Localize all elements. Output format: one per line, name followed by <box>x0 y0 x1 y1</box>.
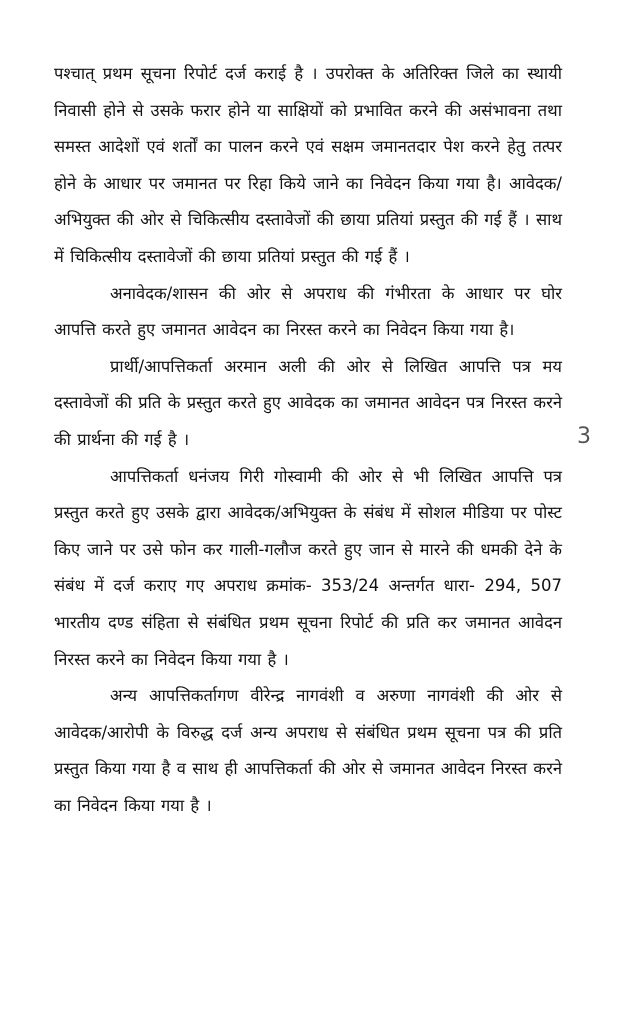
paragraph-other-objectors: अन्य आपत्तिकर्तागण वीरेन्द्र नागवंशी व अरुणा नागवंशी की ओर से आवेदक/आरोपी के विरुद्ध दर्ज अन्य अपराध से संबंधित प्रथम सूचना पत्र की प्रति प्रस्तुत किया गया है व साथ ही आपत्तिकर्ता की ओर से जमानत आवेदन निरस्त करने का निवेदन किया गया है । <box>54 686 562 815</box>
paragraph-objector-dhananjay: आपत्तिकर्ता धनंजय गिरी गोस्वामी की ओर से भी लिखित आपत्ति पत्र प्रस्तुत करते हुए उसके द्वारा आवेदक/अभियुक्त के संबंध में सोशल मीडिया पर पोस्ट किए जाने पर उसे फोन कर गाली-गलौज करते हुए जान से मारने की धमकी देने के संबंध में दर्ज कराए गए अपराध क्रमांक- 353/24 अन्तर्गत धारा- 294, 507 भारतीय दण्ड संहिता से संबंधित प्रथम सूचना रिपोर्ट की प्रति कर जमानत आवेदन निरस्त करने का निवेदन किया गया है । <box>54 466 562 669</box>
paragraph-respondent-objection: अनावेदक/शासन की ओर से अपराध की गंभीरता के आधार पर घोर आपत्ति करते हुए जमानत आवेदन का निरस्त करने का निवेदन किया गया है। <box>54 283 562 340</box>
paragraph-continuation: पश्चात् प्रथम सूचना रिपोर्ट दर्ज कराई है । उपरोक्त के अतिरिक्त जिले का स्थायी निवासी होने से उसके फरार होने या साक्षियों को प्रभावित करने की असंभावना तथा समस्त आदेशों एवं शर्तों का पालन करने एवं सक्षम जमानतदार पेश करने हेतु तत्पर होने के आधार पर जमानत पर रिहा किये जाने का निवेदन किया गया है। आवेदक/अभियुक्त की ओर से चिकित्सीय दस्तावेजों की छाया प्रतियां प्रस्तुत की गई हैं । साथ में चिकित्सीय दस्तावेजों की छाया प्रतियां प्रस्तुत की गई हैं । <box>54 64 562 266</box>
paragraph-complainant-objection: प्रार्थी/आपत्तिकर्ता अरमान अली की ओर से लिखित आपत्ति पत्र मय दस्तावेजों की प्रति के प्रस्तुत करते हुए आवेदक का जमानत आवेदन पत्र निरस्त करने की प्रार्थना की गई है । <box>54 356 562 449</box>
page-number: 3 <box>577 424 591 449</box>
document-body <box>54 56 562 824</box>
